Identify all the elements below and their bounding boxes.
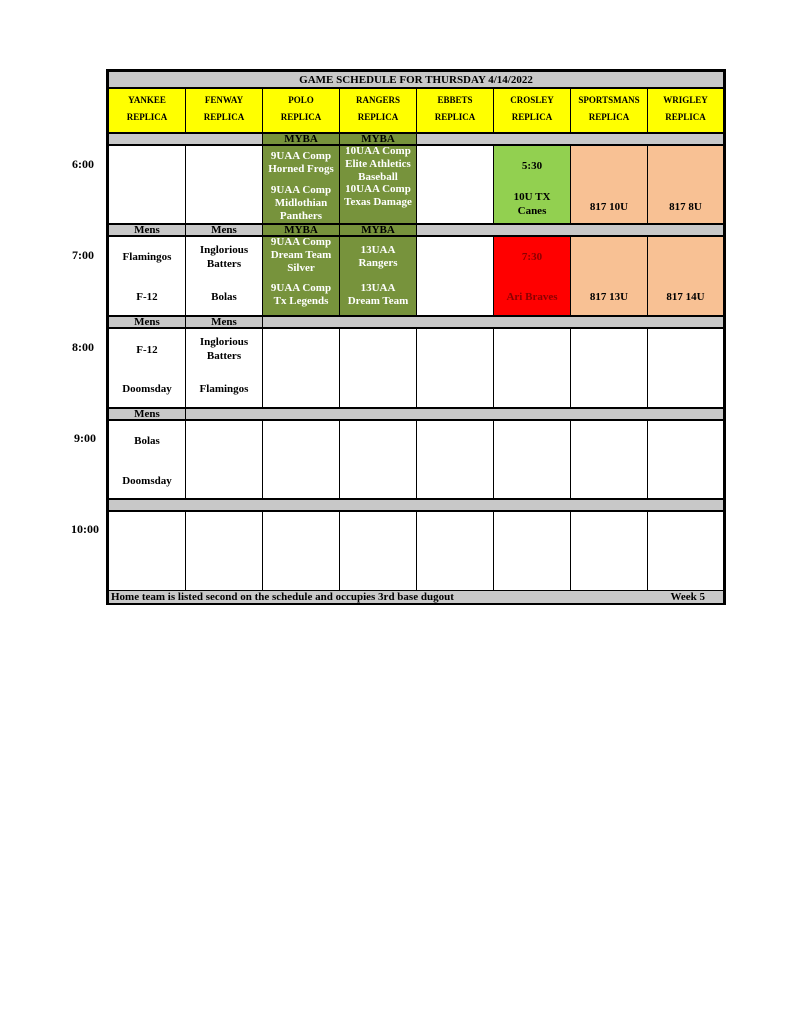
slot-cell bbox=[416, 145, 494, 224]
slot-cell bbox=[339, 511, 417, 591]
separator-row bbox=[416, 133, 724, 145]
week-label: Week 5 bbox=[670, 591, 705, 603]
time-label-9: 9:00 bbox=[74, 431, 96, 445]
game-cell-polo-7: 9UAA Comp Dream Team Silver 9UAA Comp Tx Legends bbox=[262, 236, 340, 316]
field-header-yankee: YANKEE REPLICA bbox=[108, 88, 186, 133]
time-label-10: 10:00 bbox=[71, 522, 99, 536]
game-cell-wrigley-6: 817 8U bbox=[647, 145, 724, 224]
slot-cell bbox=[416, 420, 494, 499]
separator-row bbox=[108, 499, 724, 511]
slot-cell bbox=[416, 511, 494, 591]
slot-cell bbox=[647, 511, 724, 591]
time-label-6: 6:00 bbox=[72, 157, 94, 171]
slot-cell bbox=[185, 145, 263, 224]
field-header-crosley: CROSLEY REPLICA bbox=[493, 88, 571, 133]
game-cell-crosley-7: 7:30 Ari Braves bbox=[493, 236, 571, 316]
slot-cell bbox=[493, 328, 571, 408]
separator-row bbox=[185, 408, 724, 420]
slot-cell bbox=[570, 511, 648, 591]
game-cell-rangers-7: 13UAA Rangers 13UAA Dream Team bbox=[339, 236, 417, 316]
slot-cell bbox=[493, 511, 571, 591]
slot-cell bbox=[493, 420, 571, 499]
slot-cell bbox=[570, 420, 648, 499]
game-cell-yankee-8: F-12 Doomsday bbox=[108, 328, 186, 408]
slot-cell bbox=[262, 511, 340, 591]
separator-row bbox=[262, 316, 724, 328]
field-header-sportsmans: SPORTSMANS REPLICA bbox=[570, 88, 648, 133]
slot-cell bbox=[416, 236, 494, 316]
schedule-table bbox=[106, 69, 726, 605]
slot-cell bbox=[108, 145, 186, 224]
separator-row bbox=[416, 224, 724, 236]
time-label-8: 8:00 bbox=[72, 340, 94, 354]
slot-cell bbox=[416, 328, 494, 408]
game-cell-fenway-7: Inglorious Batters Bolas bbox=[185, 236, 263, 316]
game-cell-wrigley-7: 817 14U bbox=[647, 236, 724, 316]
game-cell-yankee-9: Bolas Doomsday bbox=[108, 420, 186, 499]
separator-label-rangers: MYBA bbox=[339, 224, 417, 236]
game-cell-crosley-6: 5:30 10U TX Canes bbox=[493, 145, 571, 224]
field-header-wrigley: WRIGLEY REPLICA bbox=[647, 88, 724, 133]
field-header-ebbets: EBBETS REPLICA bbox=[416, 88, 494, 133]
slot-cell bbox=[570, 328, 648, 408]
separator-label-rangers: MYBA bbox=[339, 133, 417, 145]
time-label-7: 7:00 bbox=[72, 248, 94, 262]
separator-label-fenway: Mens bbox=[185, 224, 263, 236]
game-cell-fenway-8: Inglorious Batters Flamingos bbox=[185, 328, 263, 408]
slot-cell bbox=[185, 420, 263, 499]
game-cell-rangers-6: 10UAA Comp Elite Athletics Baseball 10UAA Comp Texas Damage bbox=[339, 145, 417, 224]
game-cell-sportsmans-6: 817 10U bbox=[570, 145, 648, 224]
slot-cell bbox=[647, 420, 724, 499]
slot-cell bbox=[262, 328, 340, 408]
separator-label-yankee: Mens bbox=[108, 316, 186, 328]
separator-row bbox=[108, 133, 263, 145]
slot-cell bbox=[108, 511, 186, 591]
separator-label-polo: MYBA bbox=[262, 133, 340, 145]
separator-label-yankee: Mens bbox=[108, 224, 186, 236]
slot-cell bbox=[647, 328, 724, 408]
schedule-title: GAME SCHEDULE FOR THURSDAY 4/14/2022 bbox=[108, 71, 724, 88]
schedule-footer bbox=[108, 590, 724, 603]
slot-cell bbox=[339, 328, 417, 408]
game-cell-sportsmans-7: 817 13U bbox=[570, 236, 648, 316]
game-cell-yankee-7: Flamingos F-12 bbox=[108, 236, 186, 316]
slot-cell bbox=[185, 511, 263, 591]
separator-label-polo: MYBA bbox=[262, 224, 340, 236]
slot-cell bbox=[262, 420, 340, 499]
slot-cell bbox=[339, 420, 417, 499]
separator-label-fenway: Mens bbox=[185, 316, 263, 328]
home-team-note: Home team is listed second on the schedule and occupies 3rd base dugout bbox=[111, 591, 454, 603]
field-header-rangers: RANGERS REPLICA bbox=[339, 88, 417, 133]
field-header-fenway: FENWAY REPLICA bbox=[185, 88, 263, 133]
field-header-polo: POLO REPLICA bbox=[262, 88, 340, 133]
separator-label-yankee: Mens bbox=[108, 408, 186, 420]
game-cell-polo-6: 9UAA Comp Horned Frogs 9UAA Comp Midlothian Panthers bbox=[262, 145, 340, 224]
